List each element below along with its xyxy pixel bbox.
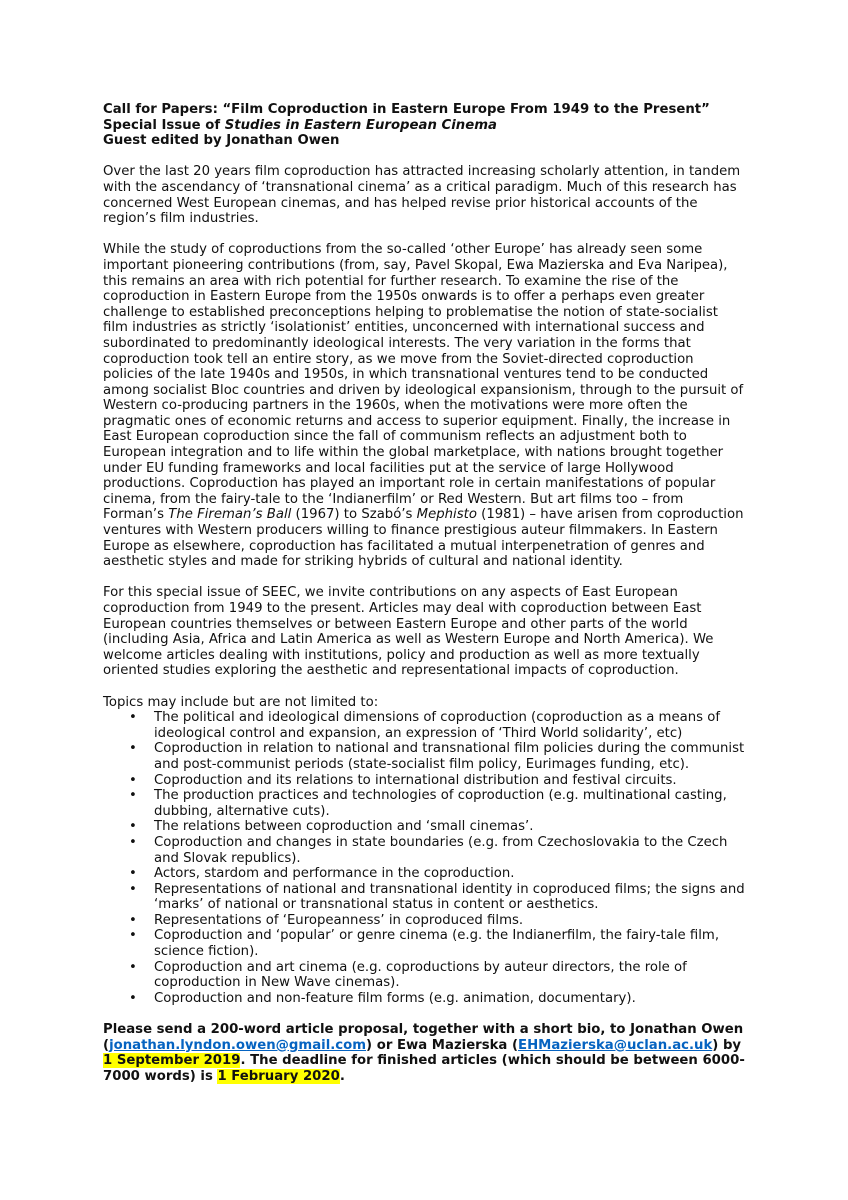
body-paragraph (103, 242, 745, 569)
guest-editor-line: Guest edited by Jonathan Owen (103, 133, 340, 149)
topic-item: • Coproduction in relation to national and transnational film policies during the communist and post-communist periods (state-socialist film policy, Eurimages funding, etc). (154, 741, 745, 772)
body-text-part-2: (1967) to Szabó’s (291, 507, 417, 523)
proposal-deadline-date: 1 September 2019 (103, 1053, 241, 1069)
body-text-part-1: While the study of coproductions from the so-called ‘other Europe’ has already seen some important pioneering contributions (from, say, Pavel Skopal, Ewa Mazierska and Eva Naripea), this remains an area with rich potential for further research. To examine the rise of the coproduction in Eastern Europe from the 1950s onwards is to offer a perhaps even greater challenge to established preconceptions helping to problematise the notion of state-socialist film industries as strictly ‘isolationist’ entities, unconcerned with international success and subordinated to predominantly ideological interests. The very variation in the forms that coproduction took tell an entire story, as we move from the Soviet-directed coproduction policies of the late 1940s and 1950s, in which transnational ventures tend to be conducted among socialist Bloc countries and driven by ideological expansionism, through to the pursuit of Western co-producing partners in the 1960s, when the motivations were more often the pragmatic ones of economic returns and access to superior equipment. Finally, the increase in East European coproduction since the fall of communism reflects an adjustment both to European integration and to life within the global marketplace, with nations brought together under EU funding frameworks and local facilities put at the service of large Hollywood productions. Coproduction has played an important role in certain manifestations of popular cinema, from the fairy-tale to the ‘Indianerfilm’ or Red Western. But art films too – from Forman’s (103, 242, 744, 523)
email-link-mazierska[interactable]: EHMazierska@uclan.ac.uk (518, 1037, 713, 1053)
document-title: Call for Papers: “Film Coproduction in Eastern Europe From 1949 to the Present” (103, 102, 710, 117)
closing-text-3: ) by (712, 1037, 742, 1053)
topic-item: • Coproduction and art cinema (e.g. coproductions by auteur directors, the role of coproduction in New Wave cinemas). (154, 960, 745, 991)
topic-item: • Coproduction and ‘popular’ or genre cinema (e.g. the Indianerfilm, the fairy-tale film, science fiction). (154, 928, 745, 959)
special-issue-line (103, 118, 745, 134)
heading-block (103, 102, 745, 149)
topic-item: • Representations of national and transnational identity in coproduced films; the signs and ‘marks’ of national or transnational status in content or aesthetics. (154, 882, 745, 913)
intro-paragraph: Over the last 20 years film coproduction has attracted increasing scholarly attention, in tandem with the ascendancy of ‘transnational cinema’ as a critical paradigm. Much of this research has concerned West European cinemas, and has helped revise prior historical accounts of the region’s film industries. (103, 164, 741, 227)
body-text-part-3: (1981) – have arisen from coproduction ventures with Western producers willing to finance prestigious auteur filmmakers. In Eastern Europe as elsewhere, coproduction has facilitated a mutual interpenetration of genres and aesthetic styles and made for striking hybrids of cultural and national identity. (103, 507, 744, 570)
closing-text-5: . (339, 1068, 345, 1084)
invitation-paragraph: For this special issue of SEEC, we invite contributions on any aspects of East European coproduction from 1949 to the present. Articles may deal with coproduction between East European countries themselves or between Eastern Europe and other parts of the world (including Asia, Africa and Latin America as well as Western Europe and North America). We welcome articles dealing with institutions, policy and production as well as more textually oriented studies exploring the aesthetic and representational impacts of coproduction. (103, 585, 714, 679)
journal-title: Studies in Eastern European Cinema (224, 117, 497, 133)
topic-item: • Actors, stardom and performance in the coproduction. (154, 866, 745, 882)
topic-item: • Coproduction and non-feature film forms (e.g. animation, documentary). (154, 991, 745, 1007)
topic-item: • The production practices and technologies of coproduction (e.g. multinational casting, dubbing, alternative cuts). (154, 788, 745, 819)
film-title-firemans-ball: The Fireman’s Ball (168, 507, 292, 523)
film-title-mephisto: Mephisto (416, 507, 477, 523)
topics-intro: Topics may include but are not limited to: (103, 694, 379, 710)
article-deadline-date: 1 February 2020 (217, 1068, 340, 1084)
document-page (103, 102, 745, 1084)
email-link-owen[interactable]: jonathan.lyndon.owen@gmail.com (109, 1037, 367, 1053)
closing-text-2: ) or Ewa Mazierska ( (366, 1037, 519, 1053)
topics-list (103, 710, 745, 1006)
topic-item: • Coproduction and its relations to international distribution and festival circuits. (154, 773, 745, 789)
submission-paragraph (103, 1022, 745, 1084)
closing-text-4: . The deadline for finished articles (which should be between 6000-7000 words) is (103, 1053, 745, 1084)
topic-item: • The political and ideological dimensions of coproduction (coproduction as a means of ideological control and expansion, an expression of ‘Third World solidarity’, etc) (154, 710, 745, 741)
topic-item: • Coproduction and changes in state boundaries (e.g. from Czechoslovakia to the Czech and Slovak republics). (154, 835, 745, 866)
special-issue-prefix: Special Issue of (103, 117, 225, 133)
topic-item: • Representations of ‘Europeanness’ in coproduced films. (154, 913, 745, 929)
topic-item: • The relations between coproduction and ‘small cinemas’. (154, 819, 745, 835)
closing-text-1: Please send a 200-word article proposal, together with a short bio, to Jonathan Owen ( (103, 1022, 744, 1053)
